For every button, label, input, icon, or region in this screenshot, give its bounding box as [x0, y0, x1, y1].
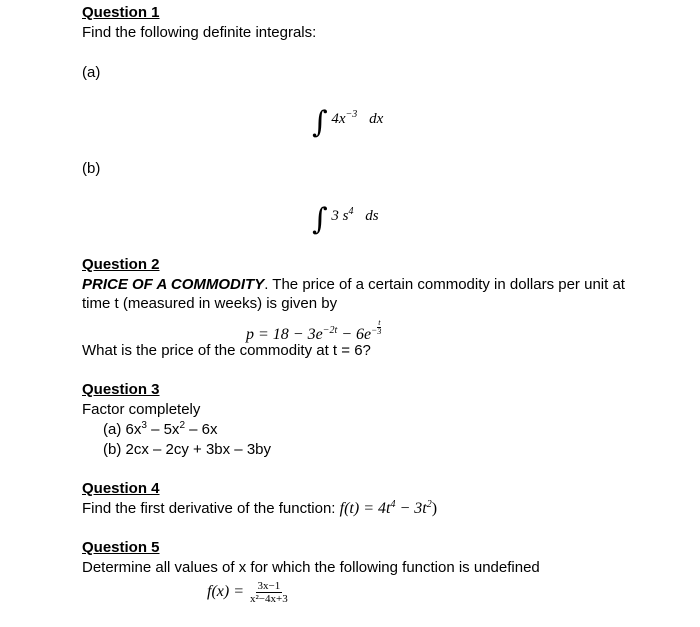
- question-1-prompt: Find the following definite integrals:: [82, 24, 317, 41]
- question-3-heading: Question 3: [82, 381, 160, 398]
- price-formula: $p = 18 - 3e^{-2t} - 6e^{- \frac{t}{3}}$: [246, 318, 382, 343]
- integral-b: ∫ 3 $s^4$ ds: [312, 202, 379, 237]
- integral-sign-icon: ∫: [312, 105, 328, 140]
- derivative-function: $f(t) = 4t^4 - 3t^2$): [339, 499, 438, 517]
- question-1-part-a-label: (a): [82, 64, 101, 81]
- question-1-heading: Question 1: [82, 4, 160, 21]
- question-5-prompt: Determine all values of x for which the following function is undefined: [82, 559, 540, 576]
- question-4-heading: Question 4: [82, 480, 160, 497]
- exponent-fraction: $\frac{t}{3}$: [377, 318, 382, 336]
- question-1-part-b-label: (b): [82, 160, 101, 177]
- integral-a: ∫ $4x^{-3}$ dx: [312, 105, 384, 140]
- question-2-text-line1: PRICE OF A COMMODITY. The price of a certain commodity in dollars per unit at: [82, 276, 625, 293]
- question-2-question: What is the price of the commodity at t = 6?: [82, 342, 371, 359]
- rational-function: f(x) = $\frac{3x-1}{\text{x²−4x+3}}$: [207, 579, 288, 605]
- question-3-part-b: (b) 2cx – 2cy + 3bx – 3by: [103, 441, 272, 458]
- rational-fraction: $\frac{3x-1}{\text{x²−4x+3}}$: [250, 579, 288, 605]
- question-2-heading: Question 2: [82, 256, 160, 273]
- question-2-title: PRICE OF A COMMODITY: [82, 276, 265, 293]
- question-4-prompt: Find the first derivative of the function: $f(t) = 4t^4 - 3t^2$): [82, 499, 438, 517]
- question-5-heading: Question 5: [82, 539, 160, 556]
- question-2-text-line2: time t (measured in weeks) is given by: [82, 295, 338, 312]
- integral-sign-icon: ∫: [312, 202, 328, 237]
- question-3-prompt: Factor completely: [82, 401, 201, 418]
- question-3-part-a: (a) $6x^3 - 5x^2 - 6x$: [103, 420, 218, 438]
